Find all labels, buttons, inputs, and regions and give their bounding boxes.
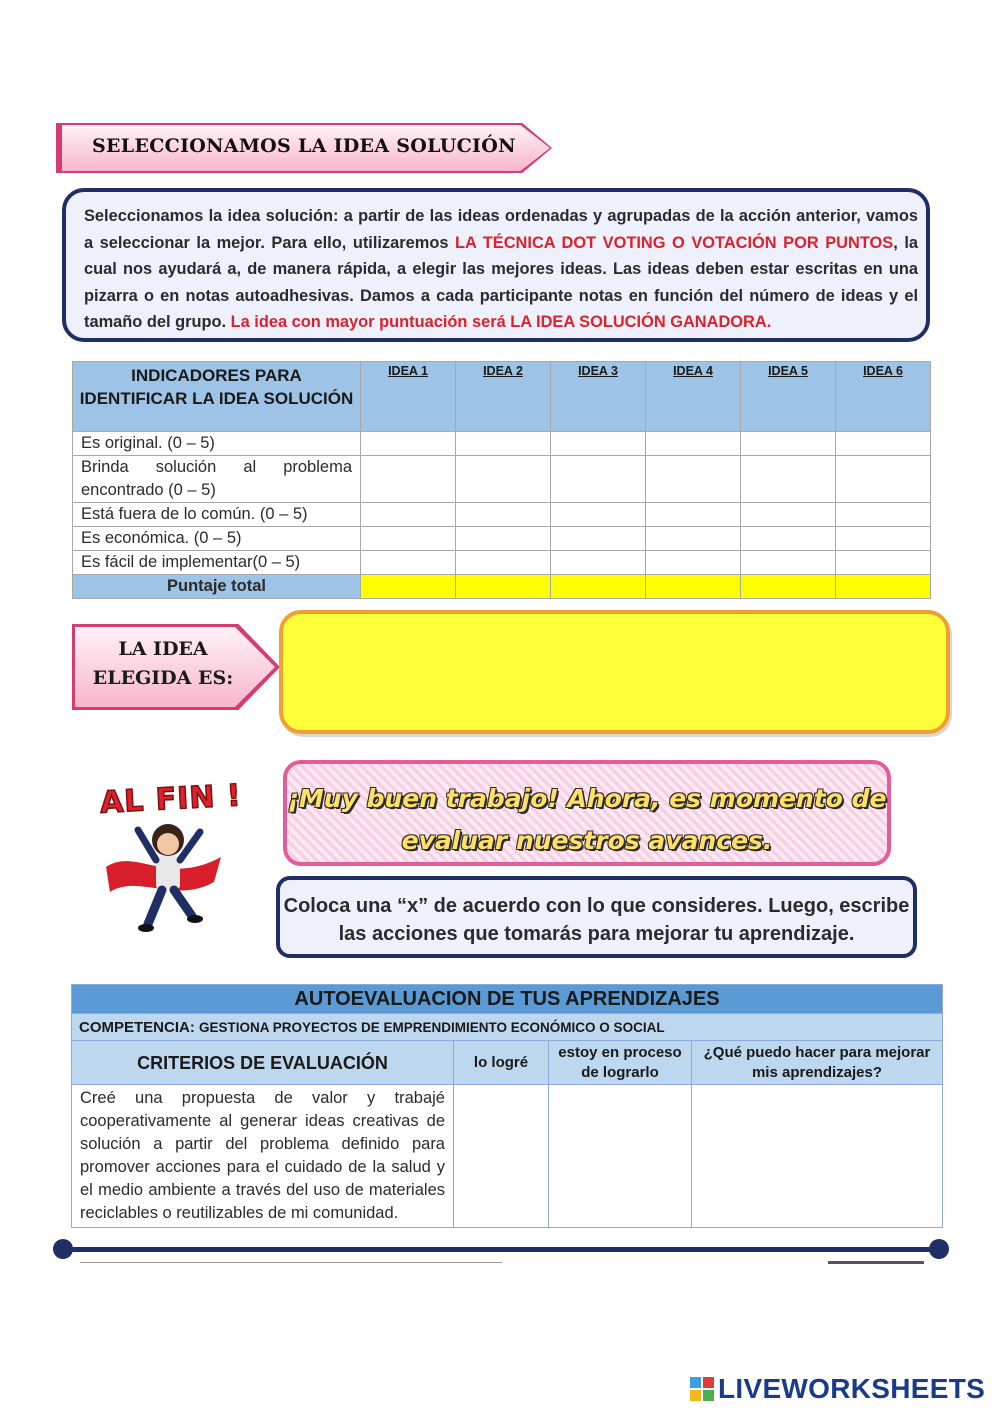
score-cell[interactable] <box>361 432 456 456</box>
table-row <box>73 527 931 551</box>
total-row <box>73 575 931 599</box>
score-cell[interactable] <box>836 551 931 575</box>
ideas-scoring-table <box>72 361 931 599</box>
self-eval-title: AUTOEVALUACION DE TUS APRENDIZAJES <box>72 985 943 1014</box>
criterion-original: Es original. (0 – 5) <box>73 432 361 456</box>
idea-1-header: IDEA 1 <box>361 362 456 432</box>
criterion-easy: Es fácil de implementar(0 – 5) <box>73 551 361 575</box>
logo-grid-icon <box>690 1377 714 1401</box>
intro-highlight-technique: LA TÉCNICA DOT VOTING O VOTACIÓN POR PUNTOS <box>455 233 894 252</box>
self-evaluation-table <box>71 984 943 1228</box>
footer-thin-line-right <box>828 1261 924 1264</box>
chosen-idea-label-line2: ELEGIDA ES: <box>92 667 234 689</box>
score-cell[interactable] <box>361 456 456 503</box>
total-cell[interactable] <box>646 575 741 599</box>
idea-3-header: IDEA 3 <box>551 362 646 432</box>
score-cell[interactable] <box>646 503 741 527</box>
idea-4-header: IDEA 4 <box>646 362 741 432</box>
praise-banner <box>283 760 891 866</box>
competence-row <box>72 1014 943 1041</box>
score-cell[interactable] <box>361 503 456 527</box>
celebrating-girl-illustration <box>96 812 236 942</box>
competence-label: COMPETENCIA: <box>79 1018 195 1036</box>
chosen-idea-label <box>88 635 238 693</box>
al-fin-title: AL FIN ! <box>99 778 243 821</box>
achieved-header: lo logré <box>454 1041 549 1085</box>
criteria-header: CRITERIOS DE EVALUACIÓN <box>72 1041 454 1085</box>
score-cell[interactable] <box>456 456 551 503</box>
table-row <box>73 551 931 575</box>
liveworksheets-logo[interactable] <box>690 1373 985 1405</box>
chosen-idea-input[interactable] <box>279 610 950 734</box>
footer-dot-right <box>929 1239 949 1259</box>
footer-dot-left <box>53 1239 73 1259</box>
score-cell[interactable] <box>741 456 836 503</box>
score-cell[interactable] <box>836 456 931 503</box>
intro-text-2: , la cual nos ayudará a, de manera rápida, a elegir las mejores ideas. Las ideas deben estar escritas en una pizarra o en notas autoadhesivas. Damos a cada participante notas en función del número de ideas y el tamaño del grupo. <box>84 233 918 331</box>
idea-2-header: IDEA 2 <box>456 362 551 432</box>
score-cell[interactable] <box>646 432 741 456</box>
idea-5-header: IDEA 5 <box>741 362 836 432</box>
competence-value: GESTIONA PROYECTOS DE EMPRENDIMIENTO ECONÓMICO O SOCIAL <box>199 1019 665 1035</box>
intro-text-1: Seleccionamos la idea solución: a partir de las ideas ordenadas y agrupadas de la acción anterior, vamos a seleccionar la mejor. Para ello, utilizaremos <box>84 207 918 252</box>
score-cell[interactable] <box>361 551 456 575</box>
score-cell[interactable] <box>551 503 646 527</box>
score-cell[interactable] <box>551 527 646 551</box>
idea-6-header: IDEA 6 <box>836 362 931 432</box>
in-progress-cell[interactable] <box>549 1085 692 1228</box>
score-cell[interactable] <box>551 456 646 503</box>
face-shape <box>157 833 179 855</box>
shoe-left <box>138 924 154 932</box>
score-cell[interactable] <box>836 503 931 527</box>
score-cell[interactable] <box>646 456 741 503</box>
shirt-shape <box>156 856 180 890</box>
instruction-box <box>276 876 917 958</box>
score-cell[interactable] <box>456 432 551 456</box>
praise-line2: evaluar nuestros avances. <box>401 826 773 855</box>
score-cell[interactable] <box>646 551 741 575</box>
improve-header: ¿Qué puedo hacer para mejorar mis aprendizajes? <box>692 1041 943 1085</box>
table-row <box>73 432 931 456</box>
score-cell[interactable] <box>741 432 836 456</box>
score-cell[interactable] <box>456 503 551 527</box>
intro-highlight-winner: La idea con mayor puntuación será LA IDEA SOLUCIÓN GANADORA. <box>230 313 772 331</box>
praise-line1: ¡Muy buen trabajo! Ahora, es momento de <box>287 784 887 813</box>
table-row <box>73 503 931 527</box>
score-cell[interactable] <box>456 527 551 551</box>
score-cell[interactable] <box>741 527 836 551</box>
table-row <box>73 456 931 503</box>
criterion-uncommon: Está fuera de lo común. (0 – 5) <box>73 503 361 527</box>
score-cell[interactable] <box>741 503 836 527</box>
total-cell[interactable] <box>456 575 551 599</box>
footer-line <box>60 1247 940 1252</box>
instruction-line1: Coloca una “x” de acuerdo con lo que consideres. Luego, escribe <box>283 895 910 917</box>
shoe-right <box>187 915 203 923</box>
score-cell[interactable] <box>551 551 646 575</box>
total-cell[interactable] <box>741 575 836 599</box>
score-cell[interactable] <box>456 551 551 575</box>
score-cell[interactable] <box>836 432 931 456</box>
criterion-solution: Brinda solución al problema encontrado (0 – 5) <box>73 456 361 503</box>
in-progress-header: estoy en proceso de lograrlo <box>549 1041 692 1085</box>
total-cell[interactable] <box>836 575 931 599</box>
legs-shape <box>148 890 192 924</box>
criterion-description: Creé una propuesta de valor y trabajé cooperativamente al generar ideas creativas de solución a partir del problema definido para promover acciones para el cuidado de la salud y el medio ambiente a través del uso de materiales reciclables o reutilizables de mi comunidad. <box>72 1085 454 1228</box>
table-row <box>72 1085 943 1228</box>
indicators-header: INDICADORES PARA IDENTIFICAR LA IDEA SOLUCIÓN <box>73 362 361 432</box>
logo-text: LIVEWORKSHEETS <box>718 1373 986 1404</box>
score-cell[interactable] <box>646 527 741 551</box>
total-cell[interactable] <box>551 575 646 599</box>
improve-cell[interactable] <box>692 1085 943 1228</box>
score-cell[interactable] <box>551 432 646 456</box>
chosen-idea-label-line1: LA IDEA <box>118 638 208 660</box>
total-label: Puntaje total <box>73 575 361 599</box>
score-cell[interactable] <box>741 551 836 575</box>
instruction-line2: las acciones que tomarás para mejorar tu aprendizaje. <box>338 923 855 945</box>
achieved-cell[interactable] <box>454 1085 549 1228</box>
footer-thin-line-left <box>80 1262 502 1263</box>
intro-box <box>62 188 930 342</box>
section-title: SELECCIONAMOS LA IDEA SOLUCIÓN <box>92 135 516 157</box>
total-cell[interactable] <box>361 575 456 599</box>
score-cell[interactable] <box>361 527 456 551</box>
criterion-economic: Es económica. (0 – 5) <box>73 527 361 551</box>
score-cell[interactable] <box>836 527 931 551</box>
